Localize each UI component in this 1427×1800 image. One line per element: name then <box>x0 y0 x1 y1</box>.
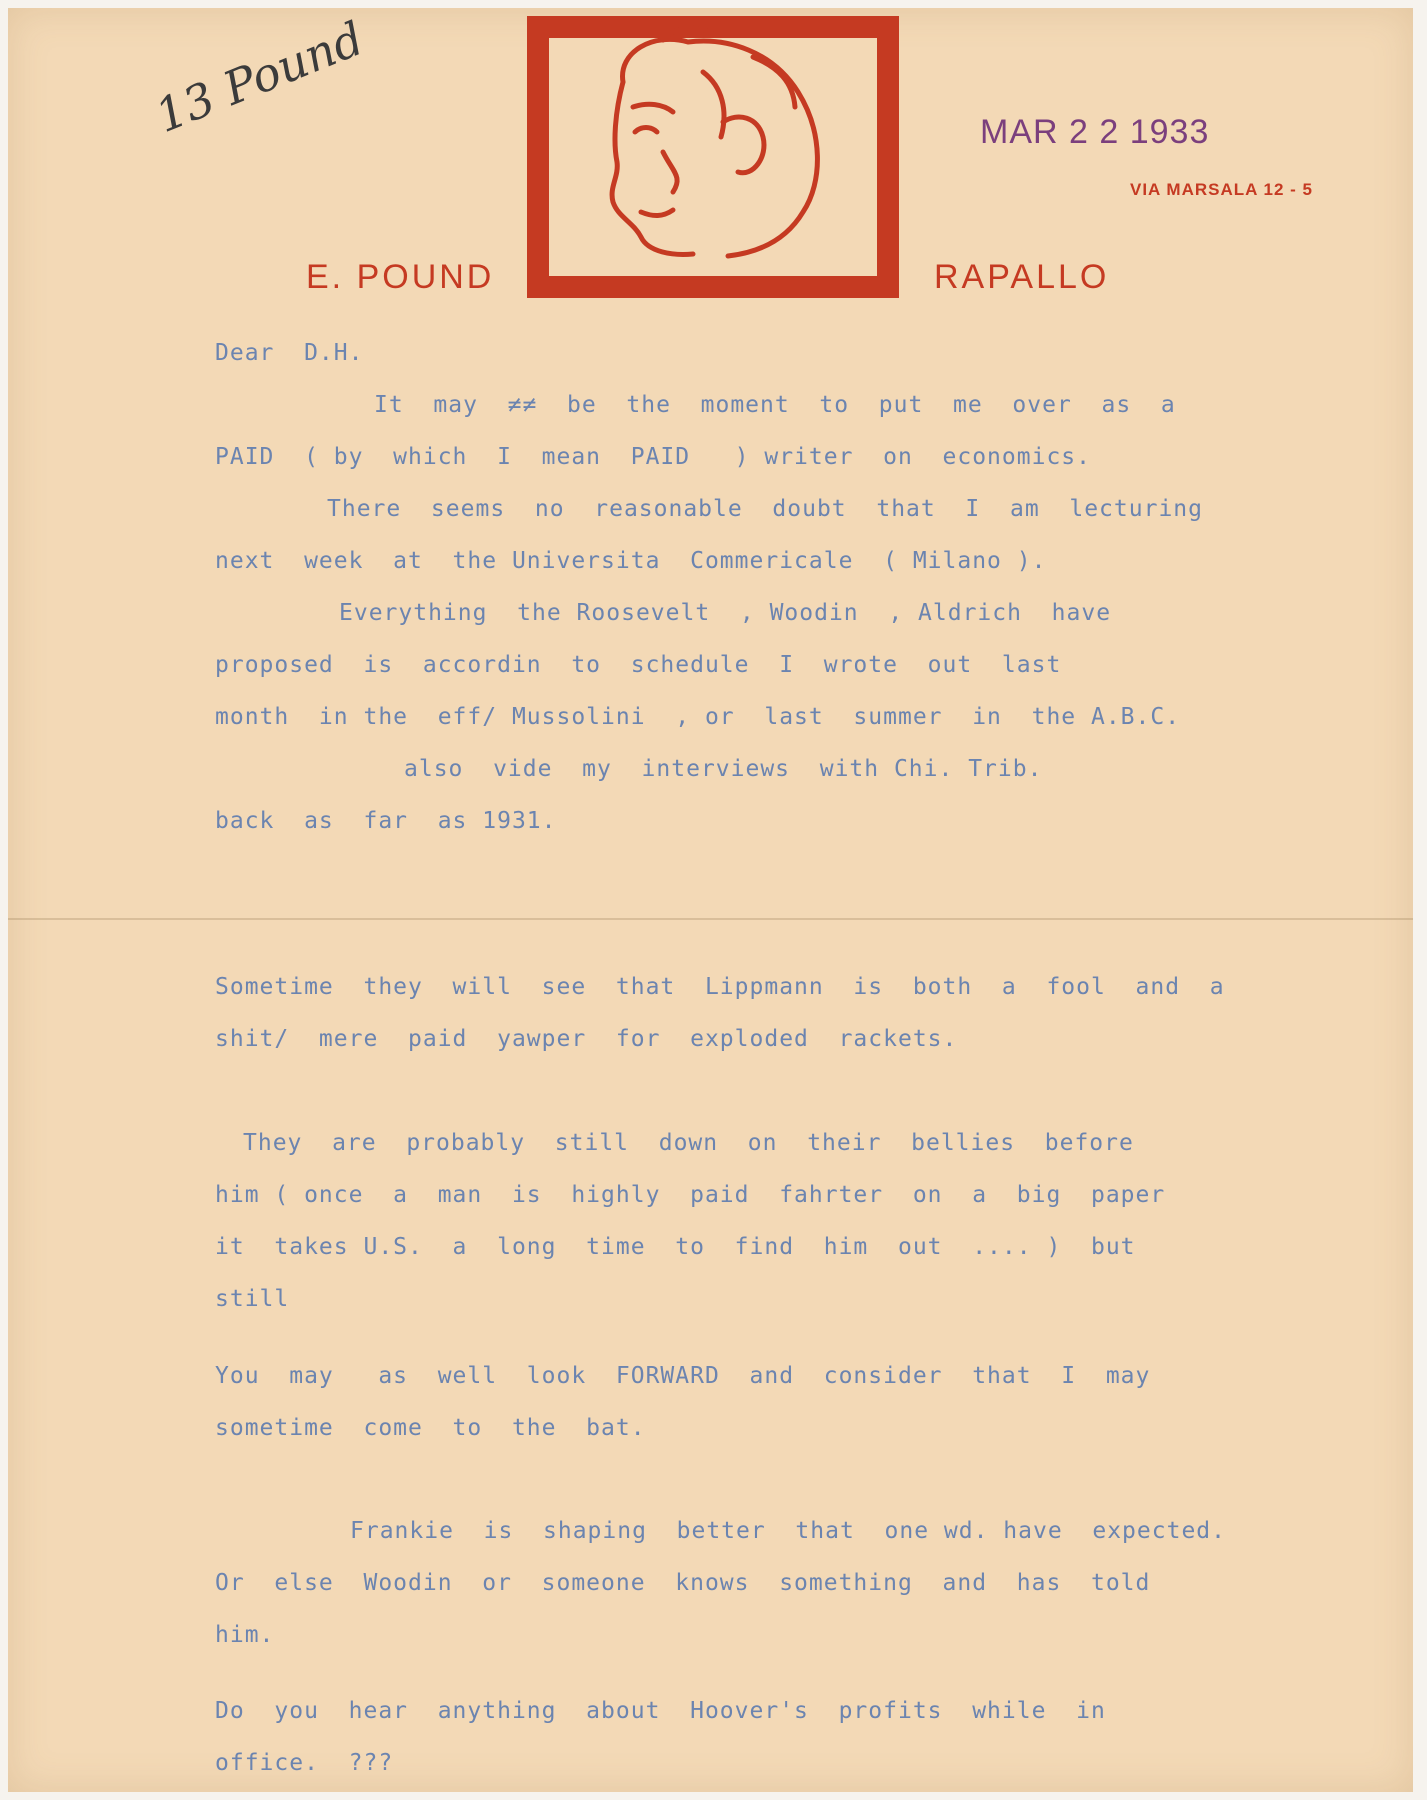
letter-line: Dear D.H. <box>215 340 364 366</box>
letter-line: Sometime they will see that Lippmann is both a fool and a <box>215 974 1225 1000</box>
handwritten-annotation: 13 Pound <box>148 11 371 144</box>
letter-line: shit/ mere paid yawper for exploded rackets. <box>215 1026 958 1052</box>
profile-portrait-woodcut-icon <box>523 12 903 302</box>
letter-line: office. ??? <box>215 1750 394 1776</box>
letter-line: Frankie is shaping better that one wd. have expected. <box>350 1518 1226 1544</box>
letter-line: him. <box>215 1622 275 1648</box>
letter-line: next week at the Universita Commericale ( Milano ). <box>215 548 1047 574</box>
letter-line: him ( once a man is highly paid fahrter on a big paper <box>215 1182 1166 1208</box>
letter-line: month in the eff/ Mussolini , or last summer in the A.B.C. <box>215 704 1181 730</box>
letter-line: Do you hear anything about Hoover's profits while in <box>215 1698 1106 1724</box>
letter-line: still <box>215 1286 290 1312</box>
paper-fold-crease <box>8 918 1413 920</box>
letterhead-city: RAPALLO <box>934 258 1110 296</box>
letterhead-address: VIA MARSALA 12 - 5 <box>1130 180 1313 199</box>
letter-line: it takes U.S. a long time to find him out .... ) but <box>215 1234 1136 1260</box>
date-received-stamp: MAR 2 2 1933 <box>980 113 1210 151</box>
letter-line: Or else Woodin or someone knows something and has told <box>215 1570 1151 1596</box>
letter-line: Everything the Roosevelt , Woodin , Aldrich have <box>339 600 1112 626</box>
letter-line: They are probably still down on their bellies before <box>243 1130 1134 1156</box>
letter-line: PAID ( by which I mean PAID ) writer on economics. <box>215 444 1091 470</box>
letter-line: sometime come to the bat. <box>215 1415 646 1441</box>
letter-sheet <box>8 8 1413 1792</box>
letterhead-name: E. POUND <box>306 258 495 296</box>
letter-line: You may as well look FORWARD and consider that I may <box>215 1363 1151 1389</box>
letter-line: also vide my interviews with Chi. Trib. <box>404 756 1043 782</box>
letter-line: It may ≠≠ be the moment to put me over as a <box>374 392 1176 418</box>
letter-line: back as far as 1931. <box>215 808 557 834</box>
letter-line: There seems no reasonable doubt that I am lecturing <box>327 496 1203 522</box>
letter-line: proposed is accordin to schedule I wrote out last <box>215 652 1062 678</box>
